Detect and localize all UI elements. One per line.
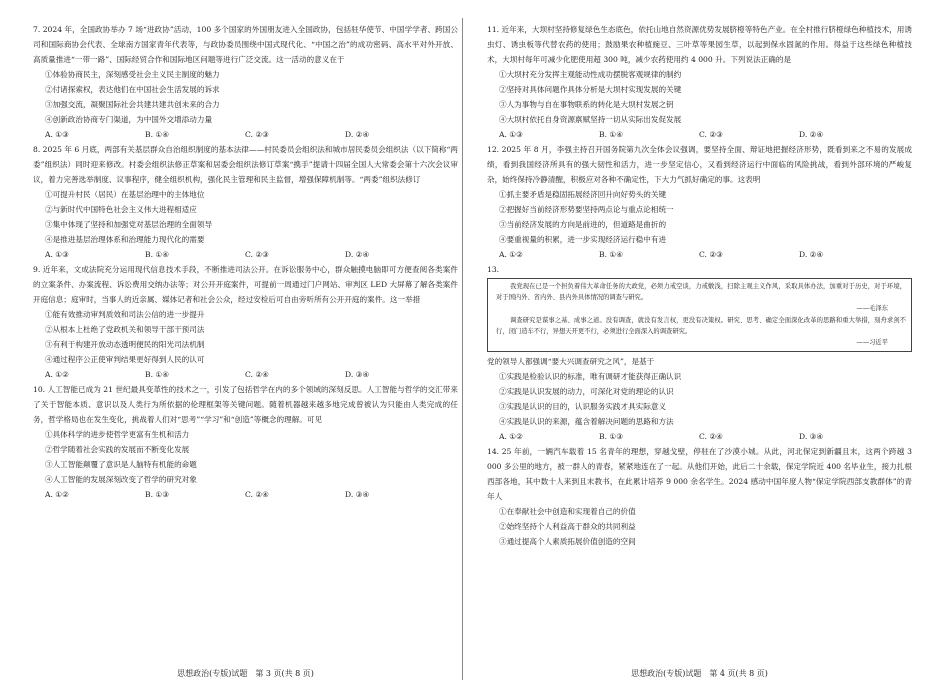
statement: ②哲学随着社会实践的发展而不断变化发展 — [45, 445, 190, 454]
option-c[interactable]: C. ②④ — [245, 370, 269, 379]
quote-attribution: ——毛泽东 — [856, 305, 888, 312]
statement: ③集中体现了坚持和加强党对基层治理的全面领导 — [45, 220, 213, 229]
option-c[interactable]: C. ②③ — [699, 130, 723, 139]
option-b[interactable]: B. ①④ — [599, 250, 624, 259]
answer-options — [499, 429, 899, 444]
option-d[interactable]: D. ③④ — [799, 432, 824, 441]
question-10 — [33, 382, 458, 502]
answer-options — [45, 487, 445, 502]
option-d[interactable]: D. ③④ — [345, 490, 370, 499]
quote-attribution: ——习近平 — [856, 339, 888, 346]
statement: ②坚持对具体问题作具体分析是大坝村实现发展的关键 — [499, 85, 682, 94]
page-footer: 思想政治(专版)试题 第 4 页(共 8 页) — [631, 669, 768, 678]
statement: ③通过提高个人素质拓展价值创造的空间 — [499, 537, 636, 546]
answer-options — [45, 247, 445, 262]
column-divider — [462, 18, 463, 680]
question-11 — [487, 22, 912, 142]
question-prompt: 党的领导人都强调“要大兴调查研究之风”，是基于 — [487, 357, 655, 366]
statement: ②始终坚持个人利益高于群众的共同利益 — [499, 522, 636, 531]
statement: ③人工智能颠覆了意识是人脑特有机能的命题 — [45, 460, 197, 469]
statement-list — [45, 67, 458, 127]
answer-options — [45, 367, 445, 382]
page-footer: 思想政治(专版)试题 第 3 页(共 8 页) — [177, 669, 314, 678]
statement: ①可提升村民（居民）在基层治理中的主体地位 — [45, 190, 205, 199]
question-12 — [487, 142, 912, 262]
quote-mao: 我党现在已是一个担负着伟大革命任务的大政党，必须力戒空谈，力戒敷浅，扫除主观主义作风，采取具体办法，加重对于历史，对于环境，对于国内外、省内外、县内外具体情况的调查与研究。 — [496, 283, 906, 301]
option-b[interactable]: B. ①④ — [145, 250, 170, 259]
statement: ③有利于构建开放动态透明便民的阳光司法机制 — [45, 340, 205, 349]
question-stem: 13. — [487, 265, 500, 274]
statement: ②与新时代中国特色社会主义伟大进程相适应 — [45, 205, 197, 214]
page-3-column — [33, 22, 458, 502]
statement-list — [499, 369, 912, 429]
statement: ④要重视量的积累，进一步实现经济运行稳中有进 — [499, 235, 667, 244]
statement: ④通过程序公正使审判结果更好得到人民的认可 — [45, 355, 205, 364]
statement: ③加强交流，凝聚国际社会共建共建共创未来的合力 — [45, 100, 220, 109]
statement: ①大坝村充分发挥主观能动性成功摆脱客观规律的制约 — [499, 70, 682, 79]
option-a[interactable]: A. ①② — [45, 490, 69, 499]
statement: ④实践是认识的来源，蕴含着解决问题的思路和方法 — [499, 417, 674, 426]
option-c[interactable]: C. ②④ — [699, 432, 723, 441]
option-c[interactable]: C. ②③ — [245, 130, 269, 139]
statement-list — [45, 427, 458, 487]
option-c[interactable]: C. ②③ — [699, 250, 723, 259]
option-d[interactable]: D. ②④ — [345, 250, 370, 259]
statement: ④是推进基层治理体系和治理能力现代化的需要 — [45, 235, 205, 244]
statement: ④人工智能的发展深刻改变了哲学的研究对象 — [45, 475, 197, 484]
question-stem: 12. 2025 年 8 月，李强主持召开国务院第九次全体会议强调，要坚持全面、辩证地把握经济形势，既看到来之不易的发展成绩，看到我国经济所具有的强大韧性和活力，进一步坚定信心，又看到经济运行中面临的风险挑战，看到外部环境的严峻复杂，始终保持冷静清醒，积极应对各种不确定性，下大力气抓好确定的事。这表明 — [487, 145, 912, 184]
question-14 — [487, 444, 915, 549]
question-7 — [33, 22, 458, 142]
answer-options — [45, 127, 445, 142]
page-4-column — [487, 22, 915, 549]
statement: ②从根本上杜绝了党政机关和领导干部干预司法 — [45, 325, 205, 334]
statement-list — [499, 504, 912, 549]
option-d[interactable]: D. ②④ — [799, 250, 824, 259]
option-c[interactable]: C. ②④ — [245, 490, 269, 499]
statement: ③实践是认识的目的，认识服务实践才具实际意义 — [499, 402, 667, 411]
statement: ②付诸探索权，表达他们在中国社会生活发展的诉求 — [45, 85, 220, 94]
question-stem: 10. 人工智能已成为 21 世纪最具变革性的技术之一，引发了包括哲学在内的多个领域的深刻反思。人工智能与哲学的交汇带来了关于智能本质、意识以及人类行为所依据的伦理框架等关键问题。随着机器越来越多地完成曾被认为只能由人类完成的任务，哲学格局也在发生变化，挑战着人们对“思考”“学习”和“创造”等概念的理解。可见 — [33, 385, 458, 424]
option-d[interactable]: D. ②④ — [799, 130, 824, 139]
statement: ③当前经济发展的方向是前进的，但道路是曲折的 — [499, 220, 667, 229]
statement-list — [45, 307, 458, 367]
quote-xi: 调查研究是谋事之基、成事之道。没有调查，就没有发言权，更没有决策权。研究、思考、确定全面深化改革的思路和重大举措，刻舟求剑不行，闭门造车不行，异想天开更不行，必须进行全面深入的调查研究。 — [496, 317, 906, 335]
option-b[interactable]: B. ①③ — [599, 432, 624, 441]
statement: ④创新政治协商专门渠道，为中国外交增添动力量 — [45, 115, 213, 124]
option-a[interactable]: A. ①③ — [499, 130, 523, 139]
statement: ①实践是检验认识的标准，唯有调研才能获得正确认识 — [499, 372, 682, 381]
option-a[interactable]: A. ①③ — [45, 250, 69, 259]
option-b[interactable]: B. ①③ — [145, 490, 170, 499]
statement: ①抓主要矛盾是稳固拓展经济回升向好势头的关键 — [499, 190, 667, 199]
quotation-box — [487, 278, 912, 352]
question-stem: 7. 2024 年，全国政协举办 7 场“进政协”活动，100 多个国家的外国朋友进入全国政协，包括驻华使节、中国学学者、跨国公司和国际商协会代表、全球南方国家青年代表等，与政协委员围绕中国式现代化、“中国之治”的成功密码、高水平对外开放、高质量推进“一带一路”、国际经贸合作和国际地区问题等进行广泛交流。这一活动的意义在于 — [33, 25, 458, 64]
statement: ②把握好当前经济形势要坚持两点论与重点论相统一 — [499, 205, 674, 214]
option-b[interactable]: B. ①④ — [145, 130, 170, 139]
question-stem: 8. 2025 年 6 月底，两部有关基层群众自治组织制度的基本法律——村民委员会组织法和城市居民委员会组织法（以下简称“两委”组织法）同时迎来修改。村委会组织法修正草案和居委会组织法修订草案“携手”提请十四届全国人大常委会第十六次会议审议，着力完善选举制度、议事程序，健全组织机构，强化民主管理和民主监督，增强保障机制等。“两委”组织法修订 — [33, 145, 458, 184]
statement-list — [45, 187, 458, 247]
question-stem: 9. 近年来，文成法院充分运用现代信息技术手段，不断推进司法公开。在诉讼服务中心，群众触摸电脑即可方便查阅各类案件的立案条件、办案流程、诉讼费用交纳办法等；对公开开庭案件，可提前一周通过门户网站、审判区 LED 大屏幕了解各类案件开庭信息；庭审时，当事人的近亲属、媒体记者和社会公众，经过安检后可自由旁听所有公开开庭的案件。这一举措 — [33, 265, 458, 304]
option-a[interactable]: A. ①② — [499, 432, 523, 441]
answer-options — [499, 127, 899, 142]
option-a[interactable]: A. ①② — [45, 370, 69, 379]
question-stem: 11. 近年来，大坝村坚持修复绿色生态底色，依托山地自然资源优势发展脐橙等特色产业。在全村推行脐橙绿色种植技术，用诱虫灯、诱虫板等代替农药的使用；鼓励果农种植豌豆、三叶草等果园生草，以起到保水固氮的作用。得益于这些绿色种植技术，大坝村每年可减少化肥使用超 300 吨，减少农药使用约 4 000 升。下列说法正确的是 — [487, 25, 912, 64]
option-d[interactable]: D. ②④ — [345, 130, 370, 139]
option-c[interactable]: C. ②③ — [245, 250, 269, 259]
option-a[interactable]: A. ①③ — [45, 130, 69, 139]
statement: ④大坝村依托自身资源禀赋坚持一切从实际出发促发展 — [499, 115, 682, 124]
question-9 — [33, 262, 458, 382]
question-13 — [487, 262, 912, 444]
statement: ②实践是认识发展的动力，可深化对党的理论的认识 — [499, 387, 674, 396]
option-a[interactable]: A. ①② — [499, 250, 523, 259]
option-b[interactable]: B. ①④ — [599, 130, 624, 139]
option-d[interactable]: D. ③④ — [345, 370, 370, 379]
question-stem: 14. 25 年前，一辆汽车载着 15 名青年的理想，穿越戈壁，停驻在了沙漠小城。从此，河北保定到新疆且末，这两个跨越 3 000 多公里的地方，被一群人的青春，紧紧地连在了一起。从他们开始，此后二十余载，保定学院近 400 名毕业生，接力扎根西部各地，其中数十人来到且末教书，在此累计培养 9 000 余名学生。2024 感动中国年度人物“保定学院西部支教群体”的青年人 — [487, 447, 915, 501]
statement: ③人为事物与自在事物联系的转化是大坝村发展之钥 — [499, 100, 674, 109]
statement-list — [499, 67, 912, 127]
statement-list — [499, 187, 912, 247]
statement: ①体验协商民主，深刻感受社会主义民主制度的魅力 — [45, 70, 220, 79]
question-8 — [33, 142, 458, 262]
statement: ①具体科学的进步使哲学更富有生机和活力 — [45, 430, 190, 439]
statement: ①能有效推动审判质效和司法公信的进一步提升 — [45, 310, 205, 319]
statement: ①在奉献社会中创造和实现着自己的价值 — [499, 507, 636, 516]
option-b[interactable]: B. ①④ — [145, 370, 170, 379]
answer-options — [499, 247, 899, 262]
